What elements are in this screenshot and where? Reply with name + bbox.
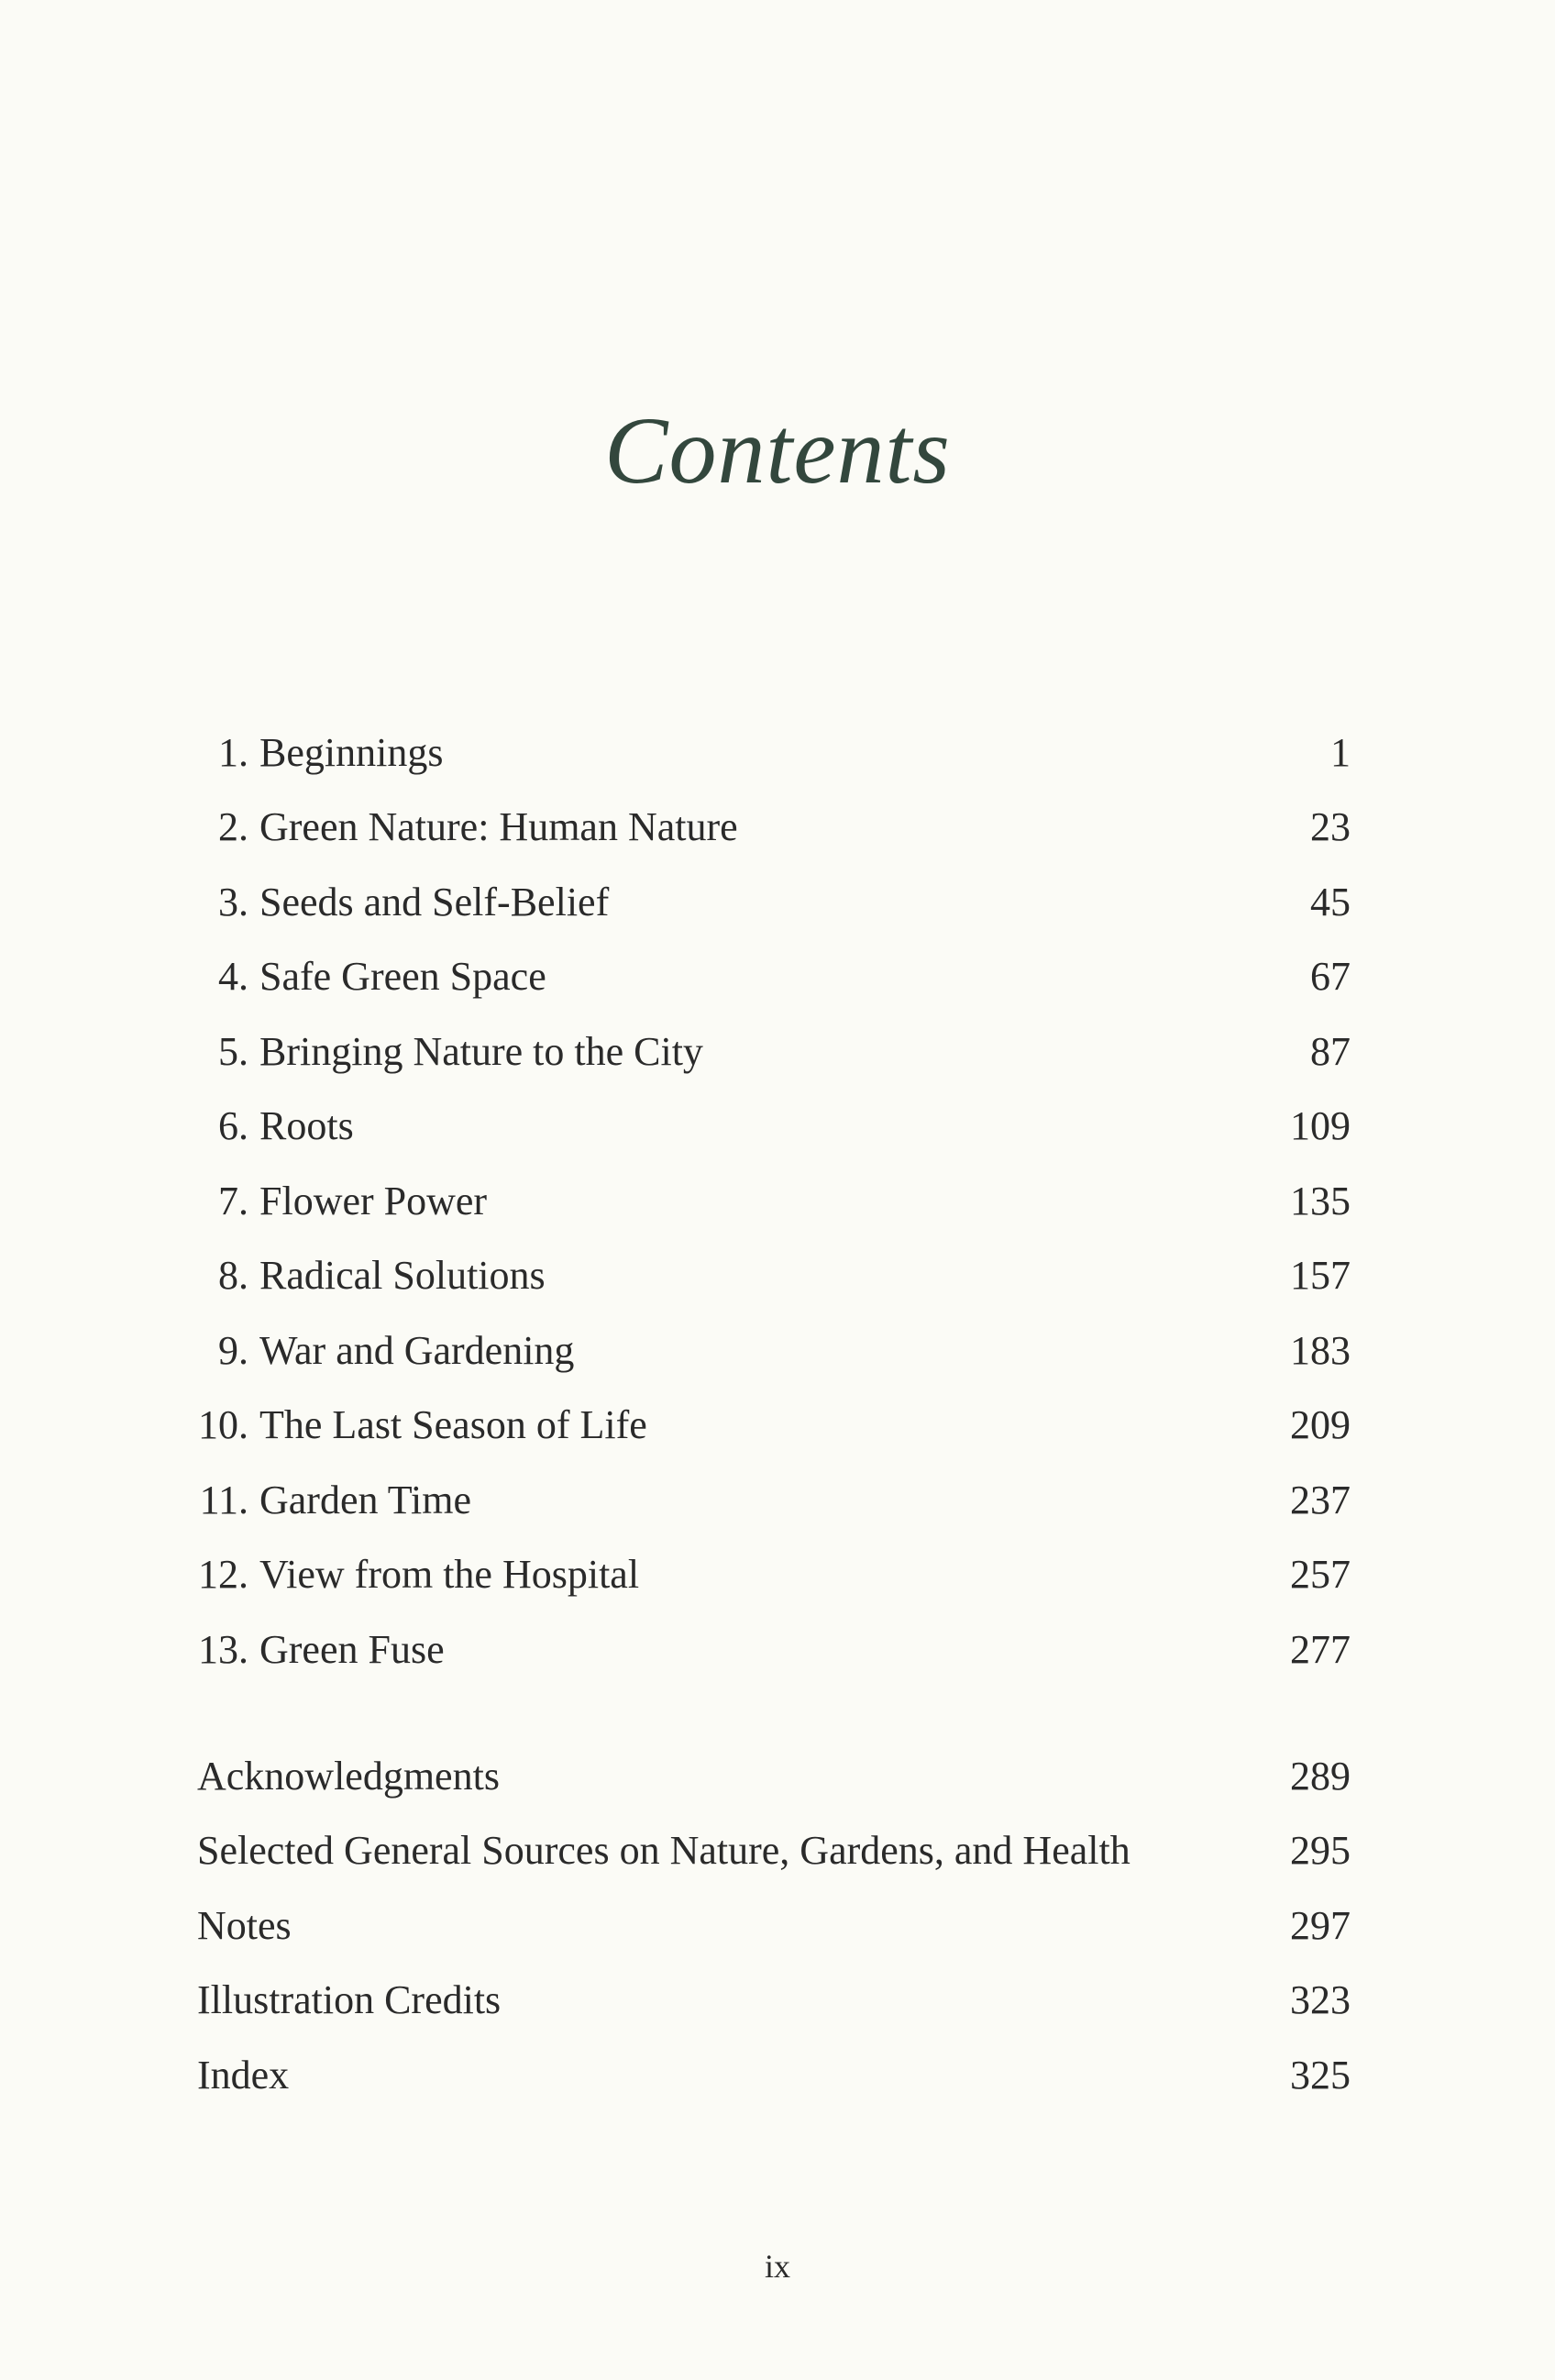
back-matter-title: Index (197, 2052, 290, 2098)
back-matter-entry (197, 2038, 1351, 2113)
chapter-number: 9. (218, 1327, 248, 1373)
chapter-title: The Last Season of Life (259, 1402, 647, 1448)
chapter-title: Flower Power (259, 1178, 488, 1223)
chapter-number: 3. (218, 879, 248, 924)
chapter-page: 67 (1310, 954, 1351, 1000)
page-title: Contents (604, 398, 951, 504)
back-matter-title: Selected General Sources on Nature, Gardens, and Health (197, 1828, 1130, 1874)
back-matter-page: 325 (1290, 2052, 1351, 2098)
chapter-entry (197, 1090, 1351, 1165)
back-matter-entry (197, 1964, 1351, 2039)
chapter-number: 13. (198, 1626, 248, 1672)
chapter-page: 183 (1290, 1327, 1351, 1373)
chapter-title: View from the Hospital (259, 1552, 640, 1598)
chapter-title: Green Fuse (259, 1626, 445, 1672)
chapter-title: Radical Solutions (259, 1253, 546, 1299)
back-matter-title: Acknowledgments (197, 1753, 500, 1799)
chapter-page: 109 (1290, 1103, 1351, 1149)
chapter-page: 157 (1290, 1253, 1351, 1299)
back-matter-title: Notes (197, 1902, 292, 1948)
chapter-page: 45 (1310, 879, 1351, 924)
chapter-title: Beginnings (259, 729, 444, 775)
back-matter-page: 297 (1290, 1902, 1351, 1948)
back-matter-list (197, 1739, 1351, 2113)
chapter-number: 7. (218, 1178, 248, 1223)
chapter-title: Safe Green Space (259, 954, 546, 1000)
chapter-entry (197, 1313, 1351, 1389)
back-matter-page: 289 (1290, 1753, 1351, 1799)
chapter-page: 277 (1290, 1626, 1351, 1672)
chapter-title: Garden Time (259, 1477, 471, 1522)
chapter-number: 4. (218, 954, 248, 1000)
back-matter-page: 295 (1290, 1828, 1351, 1874)
chapter-page: 257 (1290, 1552, 1351, 1598)
chapter-title: Green Nature: Human Nature (259, 804, 738, 850)
chapter-list (197, 715, 1351, 1688)
chapter-entry (197, 1164, 1351, 1239)
chapter-number: 2. (218, 804, 248, 850)
chapter-page: 87 (1310, 1028, 1351, 1074)
chapter-entry (197, 1389, 1351, 1464)
chapter-entry (197, 1463, 1351, 1538)
chapter-entry (197, 1612, 1351, 1688)
chapter-page: 237 (1290, 1477, 1351, 1522)
back-matter-entry (197, 1888, 1351, 1964)
chapter-number: 6. (218, 1103, 248, 1149)
chapter-entry (197, 1538, 1351, 1613)
chapter-entry (197, 715, 1351, 791)
back-matter-title: Illustration Credits (197, 1977, 502, 2023)
chapter-number: 5. (218, 1028, 248, 1074)
chapter-entry (197, 1014, 1351, 1090)
back-matter-entry (197, 1739, 1351, 1814)
chapter-entry (197, 791, 1351, 866)
chapter-number: 11. (199, 1477, 248, 1522)
chapter-page: 23 (1310, 804, 1351, 850)
chapter-title: War and Gardening (259, 1327, 575, 1373)
chapter-number: 8. (218, 1253, 248, 1299)
page-folio: ix (764, 2248, 790, 2285)
chapter-page: 209 (1290, 1402, 1351, 1448)
chapter-title: Roots (259, 1103, 354, 1149)
chapter-number: 10. (198, 1402, 248, 1448)
chapter-title: Seeds and Self-Belief (259, 879, 610, 924)
chapter-number: 1. (218, 729, 248, 775)
chapter-entry (197, 865, 1351, 940)
chapter-page: 135 (1290, 1178, 1351, 1223)
chapter-entry (197, 1239, 1351, 1314)
back-matter-entry (197, 1814, 1351, 1889)
chapter-page: 1 (1330, 729, 1351, 775)
chapter-entry (197, 940, 1351, 1015)
chapter-number: 12. (198, 1552, 248, 1598)
back-matter-page: 323 (1290, 1977, 1351, 2023)
chapter-title: Bringing Nature to the City (259, 1028, 703, 1074)
